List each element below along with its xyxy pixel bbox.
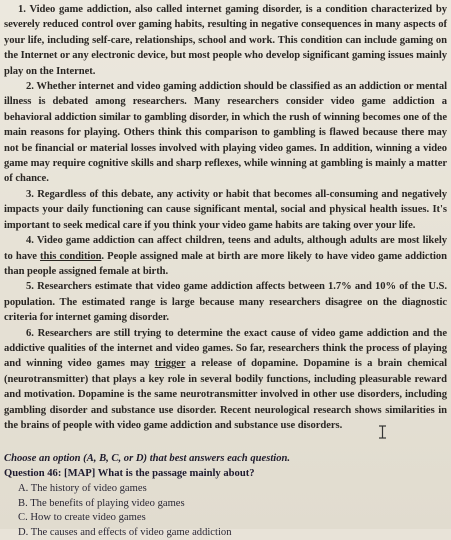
instruction-text: Choose an option (A, B, C, or D) that best answers each question. — [4, 453, 291, 465]
paragraph-5 — [4, 279, 447, 325]
option-a[interactable] — [18, 482, 447, 497]
option-letter: D. — [18, 526, 29, 538]
paragraph-1 — [4, 2, 447, 79]
paragraph-3 — [4, 187, 447, 233]
option-letter: C. — [18, 512, 28, 524]
option-d[interactable] — [18, 526, 447, 540]
passage — [4, 2, 447, 433]
paragraph-number: 5. — [26, 281, 34, 293]
paragraph-6 — [4, 326, 447, 434]
option-text: The causes and effects of video game addiction — [30, 526, 232, 538]
paragraph-number: 4. — [26, 235, 34, 247]
option-text: The history of video games — [30, 482, 147, 494]
option-text: The benefits of playing video games — [30, 497, 185, 509]
question-46 — [4, 467, 447, 482]
paragraph-number: 2. — [26, 81, 34, 93]
option-b[interactable] — [18, 497, 447, 512]
option-c[interactable] — [18, 511, 447, 526]
answer-options — [4, 482, 447, 540]
paragraph-text: Video game addiction, also called internet gaming disorder, is a condition characterized by severely reduced control over gaming habits, resulting in negative consequences in many aspects of your life, including self-care, relationships, school and work. This condition can include gaming on the Internet or any electronic device, but most people who develop significant gaming issues mainly play on the Internet. — [4, 4, 447, 77]
paragraph-text: Whether internet and video gaming addiction should be classified as an addiction or mental illness is debated among researchers. Many researchers consider video game addiction a behavioral addiction similar to gambling disorder, in which the rush of winning becomes one of the main reasons for playing. Others think this comparison to gambling is flawed because there may not be financial or material losses involved with playing video games. In addition, winning a video game may require cognitive skills and sharp reflexes, while winning at gambling is mainly a matter of chance. — [4, 81, 447, 185]
paragraph-number: 3. — [26, 188, 34, 200]
paragraph-text: Video game addiction can affect children, teens and adults, although adults are most likely to have — [4, 235, 447, 262]
text-cursor-icon — [378, 425, 387, 439]
paragraph-text: . People assigned male at birth are more likely to have video game addiction than people assigned female at birth. — [4, 250, 447, 277]
question-label: Question 46: — [4, 468, 62, 480]
paragraph-text: Researchers estimate that video game addiction affects between 1.7% and 10% of the U.S. population. The estimated range is large because many researchers disagree on the diagnostic criteria for internet gaming disorder. — [4, 281, 447, 324]
paragraph-text: a release of dopamine. Dopamine is a brain chemical (neurotransmitter) that plays a key role in several bodily functions, including pleasurable reward and motivation. Dopamine is the same neurotransmitter involved in other use disorders, including gambling disorder and substance use disorder. Recent neurological research shows similarities in the brains of people with video game addiction and substance use disorders. — [4, 358, 447, 431]
option-text: How to create video games — [30, 512, 146, 524]
paragraph-2 — [4, 79, 447, 187]
paragraph-text: Regardless of this debate, any activity or habit that becomes all-consuming and negatively impacts your daily functioning can cause significant mental, social and physical health issues. It's important to seek medical care if you think your video game habits are taking over your life. — [4, 188, 447, 231]
paragraph-text: Researchers are still trying to determine the exact cause of video game addiction and the addictive qualities of the internet and video games. So far, researchers think the process of playing and winning video games may — [4, 327, 447, 370]
option-letter: A. — [18, 482, 29, 494]
question-text: What is the passage mainly about? — [97, 468, 255, 480]
paragraph-4 — [4, 233, 447, 279]
underlined-phrase: trigger — [154, 358, 186, 370]
question-block — [4, 467, 447, 540]
paragraph-number: 6. — [26, 327, 34, 339]
question-tag: [MAP] — [64, 468, 96, 480]
underlined-phrase: this condition — [40, 250, 102, 262]
paragraph-number: 1. — [18, 4, 26, 15]
option-letter: B. — [18, 497, 28, 509]
